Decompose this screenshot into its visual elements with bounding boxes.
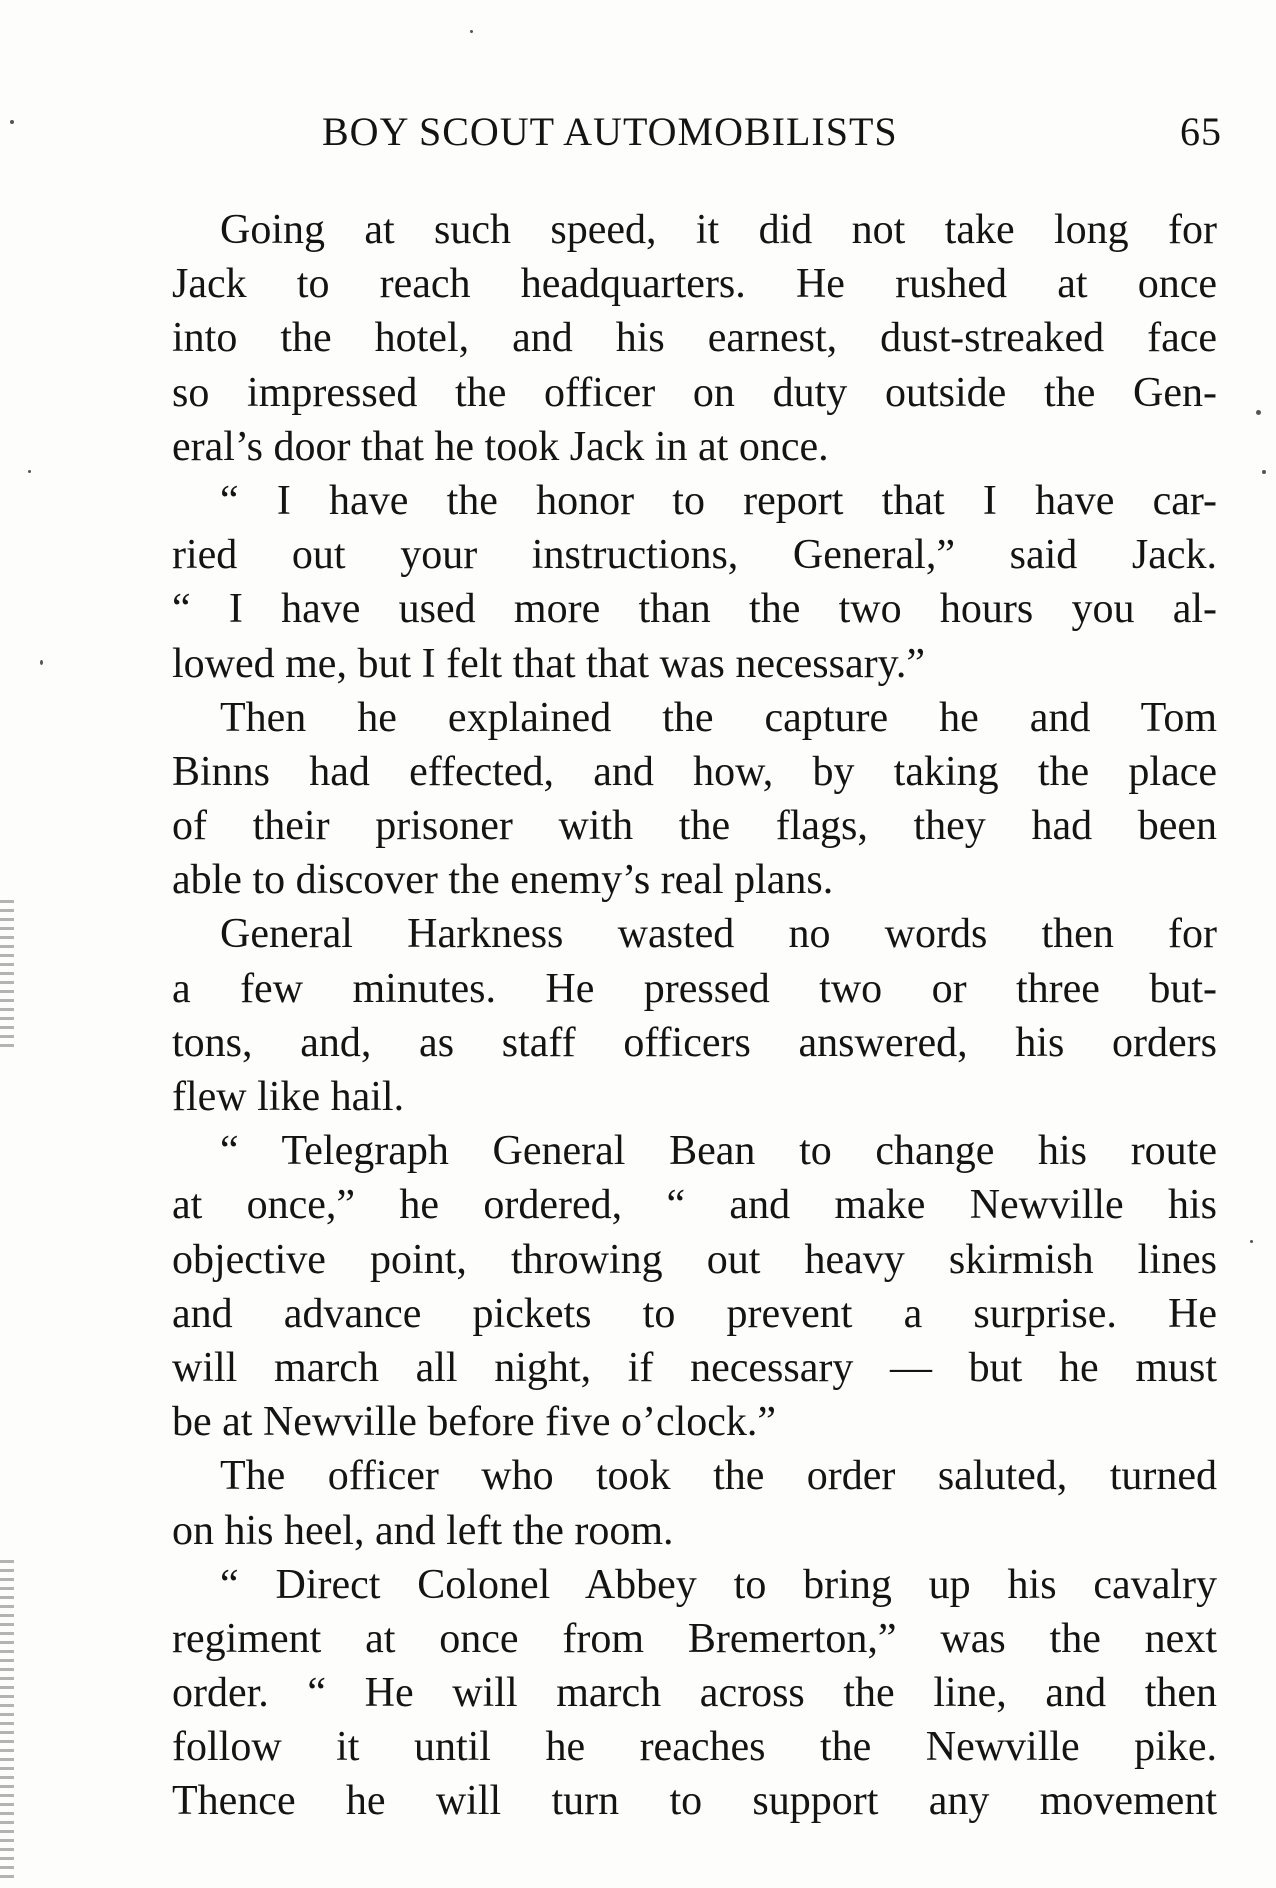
text-line: follow it until he reaches the Newville pike. [172, 1724, 1217, 1771]
scan-speck [28, 470, 31, 473]
text-line: Jack to reach headquarters. He rushed at once [172, 261, 1217, 308]
text-line: able to discover the enemy’s real plans. [172, 857, 834, 904]
scan-speck [1250, 1240, 1253, 1243]
text-line: of their prisoner with the flags, they had been [172, 803, 1217, 850]
text-line: “ Direct Colonel Abbey to bring up his cavalry [220, 1561, 1217, 1608]
scan-edge-marks [0, 900, 14, 1050]
text-line: and advance pickets to prevent a surprise. He [172, 1290, 1217, 1337]
text-line: Going at such speed, it did not take long for [220, 207, 1217, 253]
text-line: be at Newville before five o’clock.” [172, 1399, 777, 1446]
text-line: General Harkness wasted no words then for [220, 911, 1217, 958]
text-line: on his heel, and left the room. [172, 1507, 674, 1554]
scan-edge-marks [0, 1560, 14, 1880]
text-line: flew like hail. [172, 1074, 405, 1120]
text-line: Binns had effected, and how, by taking the place [172, 748, 1217, 795]
text-line: at once,” he ordered, “ and make Newville his [172, 1182, 1217, 1229]
scan-speck [10, 120, 14, 124]
text-line: “ I have the honor to report that I have car- [220, 477, 1217, 524]
text-line: a few minutes. He pressed two or three but- [172, 965, 1217, 1012]
text-line: into the hotel, and his earnest, dust-streaked face [172, 315, 1217, 362]
text-line: eral’s door that he took Jack in at once. [172, 423, 829, 470]
text-line: objective point, throwing out heavy skirmish lines [172, 1236, 1217, 1283]
text-line: “ Telegraph General Bean to change his route [220, 1128, 1217, 1175]
text-line: Then he explained the capture he and Tom [220, 694, 1217, 741]
text-line: so impressed the officer on duty outside the Gen- [172, 369, 1217, 416]
text-line: order. “ He will march across the line, and then [172, 1670, 1217, 1717]
text-line: Thence he will turn to support any movement [172, 1778, 1217, 1825]
scan-speck [40, 660, 43, 665]
running-title: BOY SCOUT AUTOMOBILISTS [322, 109, 898, 154]
text-line: The officer who took the order saluted, turned [220, 1453, 1217, 1500]
page-number: 65 [1180, 109, 1222, 154]
text-line: “ I have used more than the two hours you al- [172, 586, 1217, 633]
text-line: will march all night, if necessary — but he must [172, 1344, 1217, 1391]
scan-speck [1256, 410, 1261, 415]
text-line: tons, and, as staff officers answered, his orders [172, 1019, 1217, 1066]
text-line: lowed me, but I felt that that was necessary.” [172, 640, 926, 687]
scan-speck [470, 30, 473, 33]
text-line: ried out your instructions, General,” said Jack. [172, 532, 1217, 579]
body-text [172, 203, 1217, 1829]
running-head [322, 108, 1222, 168]
text-line: regiment at once from Bremerton,” was the next [172, 1615, 1217, 1662]
scan-speck [1262, 470, 1266, 474]
